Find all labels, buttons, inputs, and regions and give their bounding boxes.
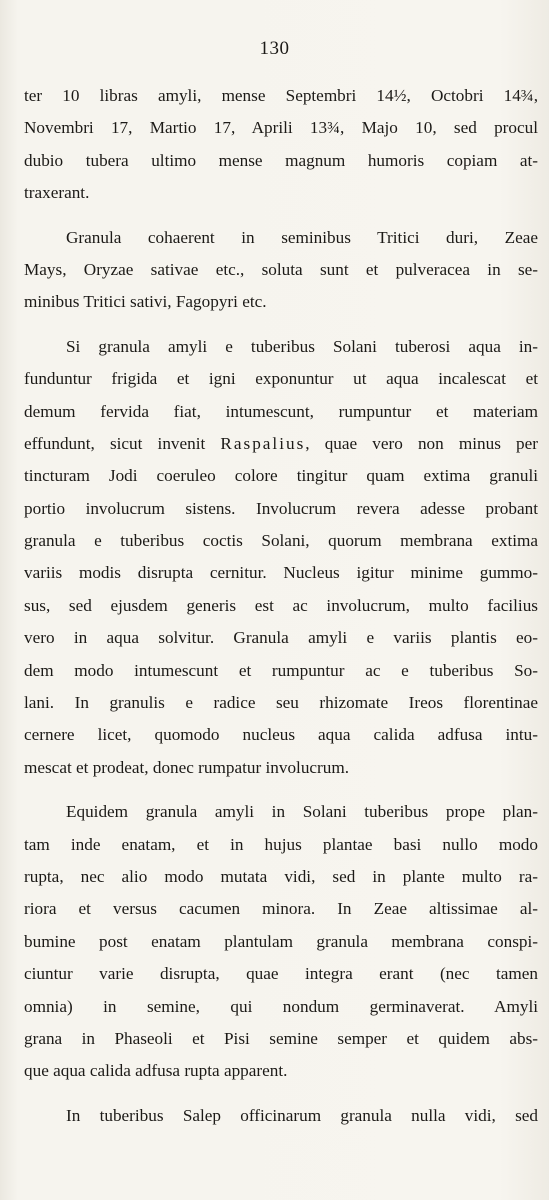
text-line: Novembri 17, Martio 17, Aprili 13¾, Majo 10, sed procul	[24, 118, 538, 138]
text-line: dubio tubera ultimo mense magnum humoris copiam at-	[24, 150, 538, 170]
body-text	[24, 80, 538, 1144]
text-line: lani. In granulis e radice seu rhizomate Ireos florentinae	[24, 693, 538, 713]
text-line: rupta, nec alio modo mutata vidi, sed in plante multo ra-	[24, 866, 538, 886]
text-line: ter 10 libras amyli, mense Septembri 14½, Octobri 14¾,	[24, 86, 538, 105]
text-line: riora et versus cacumen minora. In Zeae altissimae al-	[24, 899, 538, 919]
text-line: grana in Phaseoli et Pisi semine semper et quidem abs-	[24, 1028, 538, 1048]
text-line: ciuntur varie disrupta, quae integra erant (nec tamen	[24, 964, 538, 984]
text-line: Equidem granula amyli in Solani tuberibus prope plan-	[66, 802, 538, 822]
text-line: traxerant.	[24, 183, 90, 203]
author-name: Raspalius	[220, 433, 306, 453]
paragraph-2	[24, 222, 538, 319]
page-number: 130	[259, 38, 290, 59]
text-line: sus, sed ejusdem generis est ac involucrum, multo facilius	[24, 595, 538, 615]
paragraph-1	[24, 80, 538, 210]
text-line: portio involucrum sistens. Involucrum revera adesse probant	[24, 498, 538, 518]
text-line: tam inde enatam, et in hujus plantae basi nullo modo	[24, 834, 538, 854]
text-line: dem modo intumescunt et rumpuntur ac e tuberibus So-	[24, 660, 538, 680]
text-line: que aqua calida adfusa rupta apparent.	[24, 1061, 288, 1081]
text-line: minibus Tritici sativi, Fagopyri etc.	[24, 292, 267, 312]
text-line: Mays, Oryzae sativae etc., soluta sunt et pulveracea in se-	[24, 259, 538, 279]
paragraph-5	[24, 1100, 538, 1132]
text-line: demum fervida fiat, intumescunt, rumpuntur et materiam	[24, 401, 538, 421]
text-line: funduntur frigida et igni exponuntur ut aqua incalescat et	[24, 369, 538, 389]
text-line: effundunt, sicut invenit Raspalius, quae vero non minus per	[24, 433, 538, 453]
text-line: variis modis disrupta cernitur. Nucleus igitur minime gummo-	[24, 563, 538, 583]
text-line: Granula cohaerent in seminibus Tritici duri, Zeae	[66, 227, 538, 247]
paragraph-4	[24, 796, 538, 1088]
text-line: tincturam Jodi coeruleo colore tingitur quam extima granuli	[24, 466, 538, 486]
text-line: omnia) in semine, qui nondum germinaverat. Amyli	[24, 996, 538, 1016]
text-line: In tuberibus Salep officinarum granula nulla vidi, sed	[66, 1105, 538, 1125]
text-line: granula e tuberibus coctis Solani, quorum membrana extima	[24, 531, 538, 551]
text-line: vero in aqua solvitur. Granula amyli e variis plantis eo-	[24, 628, 538, 648]
paragraph-3	[24, 331, 538, 784]
text-line: Si granula amyli e tuberibus Solani tuberosi aqua in-	[66, 336, 538, 356]
text-line: bumine post enatam plantulam granula membrana conspi-	[24, 931, 538, 951]
text-line: mescat et prodeat, donec rumpatur involucrum.	[24, 757, 350, 777]
text-line: cernere licet, quomodo nucleus aqua calida adfusa intu-	[24, 725, 538, 745]
